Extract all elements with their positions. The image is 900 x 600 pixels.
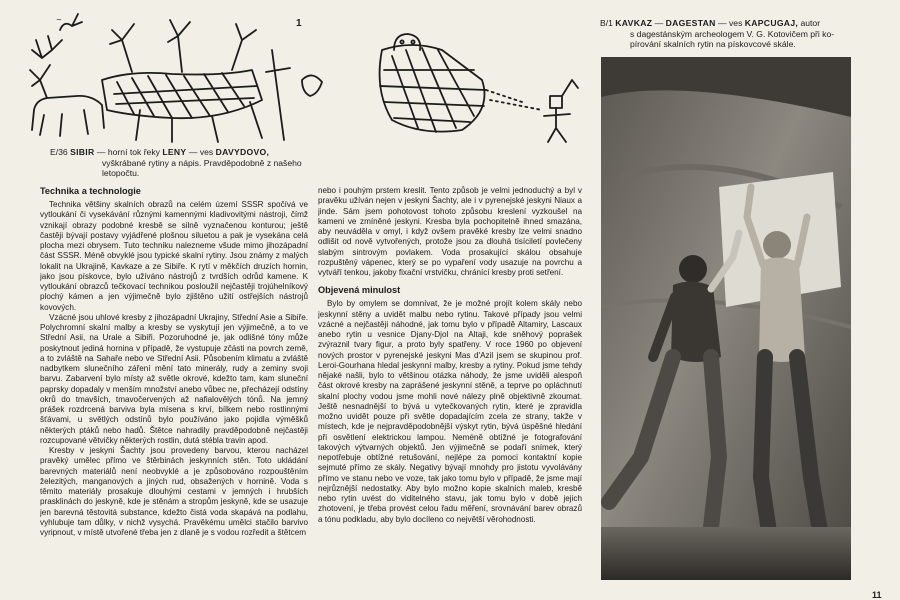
svg-text:~: ~	[56, 16, 62, 24]
caption-right-line2: s dagestánským archeologem V. G. Kotovičem při ko-	[630, 28, 835, 39]
caption-right-dash2: — ves	[718, 18, 743, 28]
caption-right-dash1: —	[654, 18, 664, 28]
caption-left-line3: letopočtu.	[102, 168, 140, 179]
caption-left-code: E/36	[50, 147, 68, 157]
text-column-1	[40, 186, 308, 598]
archaeologists-photo	[601, 57, 851, 580]
column1-paragraph-3: Kresby v jeskyni Šachty jsou provedeny barvou, kterou nacházel pravěký umělec přímo ve štěrbinách jeskynních stěn. Toto ukládání barevných materiálů není neobvyklé a je způsobováno rozpouštěním železitých, manganových a jiných rud, obsažených v hornině. Voda s těmito materiály prosakuje dlouhými cestami v jemných i hrubších prasklinách do jeskyně, kde je stěnám a stropům jeskyně, kde se usazuje jen barevná těstovitá substance, kdežto čistá voda skapává na podlahu, vyhlubuje tam důlky, v nichž vysychá. Pravěkému umělci stačilo barvivo vyripnout, v místě utvořené třeba jen z dlaně je s vodou rozředit a štětcem	[40, 446, 308, 537]
page-number: 11	[872, 590, 882, 600]
column1-paragraph-1: Technika většiny skalních obrazů na celém území SSSR spočívá ve vytloukání či vysekávání různými kamennými kladivovitými nástroji, čímž vznikají obrazy podobné kresbě se silně vyznačenou konturou; ještě častěji bývají postavy vyjádřené plošnou siluetou a pak je vysekána celá plocha mezi obrysem. Tuto techniku nalezneme všude mimo jihozápadní část SSSR. Méně obvyklé jsou typické skalní rytiny. Jsou známy z malých lokalit na Ukrajině, Kavkaze a ze Sibiře. K rytí v měkčích druzích hornin, jako jsou pískovce, bylo užíváno nástrojů z tvrdších odrůd kamene. K vytloukání obrazců tečkovací technikou posloužil nejčastěji trojúhelníkový plochý kámen a jen výjimečně bylo zjištěno užití ostřejších nástrojů kovových.	[40, 200, 308, 312]
caption-right-region: DAGESTAN	[665, 18, 716, 28]
petroglyph-drawing-icon	[22, 10, 582, 148]
column1-paragraph-2: Vzácné jsou uhlové kresby z jihozápadní Ukrajiny, Střední Asie a Sibiře. Polychromní skalní malby a kresby se vyskytují jen výjimečně, a to ve Střední Asii, na Urale a Sibiři. Pozoruhodné je, jak odlišné tóny může poskytnout jediná hornina v případě, že vystupuje zčásti na povrch země, a to zvláště na Sahaře nebo ve Střední Asii. Působením klimatu a zvláště nadbytkem slunečního záření mění tato minerály, rudy a zeminy svoji barvu. Zabarvení bylo místy až světle okrové, kdežto tam, kam sluneční paprsky dopadaly v menším množství anebo vůbec ne, přecházejí odstíny okrů do tmavších, tmavočervených až nafialovělých tónů. Na jemný prášek rozdrcená barviva byla mísena s krví, bílkem nebo rostlinnými šťávami, u světlých odstínů bylo používáno jako pojidla výměšků některých ptáků nebo hadů. Štětce nahradily pravděpodobně nejčastěji rozcupované větvičky některých rostlin, dutá stébla travin apod.	[40, 312, 308, 445]
caption-right-code: B/1	[600, 18, 613, 28]
caption-left-title: SIBIR	[70, 147, 95, 157]
caption-right-title: KAVKAZ	[615, 18, 653, 28]
caption-left-village: DAVYDOVO,	[215, 147, 270, 157]
caption-right-line3: pírování skalních rytin na pískovcové skále.	[630, 39, 796, 50]
caption-right-village: KAPCUGAJ,	[744, 18, 799, 28]
caption-left-river: LENY	[162, 147, 187, 157]
section-heading-discovered-past: Objevená minulost	[318, 285, 401, 296]
caption-left-line2: vyškrábané rytiny a nápis. Pravděpodobně z našeho	[102, 157, 302, 168]
plate-number: 1	[296, 18, 302, 29]
caption-left-dash2: — ves	[188, 147, 214, 157]
caption-right-rest1: autor	[800, 18, 821, 28]
text-column-2	[318, 186, 582, 598]
caption-left-dash1: — horní tok řeky	[96, 147, 160, 157]
caption-left	[50, 147, 340, 179]
column2-paragraph-2: Bylo by omylem se domnívat, že je možné projít kolem skály nebo jeskynní stěny a uvidět malbu nebo rytinu. Takové případy jsou velmi vzácné a nejčastěji náhodné, jak tomu bylo v případě Altamiry, Lascaux anebo rytin u vesnice Djany-Djol na Altaji, kde sněhový poprašek zvýraznil tvary figur, a proto byly spatřeny. V roce 1960 po objevení nových prostor v pyrenejské jeskyni Mas d'Azil jsem se skupinou prof. Leroi-Gourhana hledal jeskynní malby, kresby a rytiny. Pokud jsme tehdy nějaké našli, bylo to většinou otázka náhody, že jsme uviděli alespoň část okrové kresby na zaprášené jeskynní stěně, a teprve po opláchnutí skalní plochy vodou jsme mohli nové nálezy plně objektivně zkoumat. Ještě nesnadnější to bývá u vytečkovaných rytin, které je zpravidla možno uvidět pouze při světle dopadajícím zcela ze strany, takže v místech, kde je nejpravděpodobnější výskyt rytin, bývá úspěšné hledání při osvětlení elektrickou lampou. Neméně obtížné je fotografování takových výtvarných objektů. Jen výjimečně se podaří snímek, který nepotřebuje obtížné retušování, nejlépe za pomoci kontaktní kopie sejmuté přímo ze skály. Negativy bývají mnohdy pro jistotu vyvolávány přímo ve stanu nebo ve voze, tak jako tomu bylo v případě, že jsme mají nejrůznější nedostatky. Aby bylo možno kopie skalních maleb, kresbě nebo rytin uvést do viditelného stavu, jak tomu bylo v době jejich zhotovení, je třeba provést celou řadu měření, srovnávání barev obrazů a tónu podkladu, aby bylo docíleno co největší věrohodnosti.	[318, 299, 582, 524]
caption-right	[600, 18, 886, 50]
section-heading-technique: Technika a technologie	[40, 186, 141, 196]
column2-paragraph-1: nebo i pouhým prstem kreslit. Tento způsob je velmi jednoduchý a byl v pravěku užíván nejen v jeskyni Šachty, ale i v pyrenejské jeskyni Niaux a jinde. Sám jsem pohotovost tohoto způsobu kreslení vyzkoušel na kameni ve zmíněné jeskyni. Kresba byla pochopitelně ihned smazána, aby neuváděla v omyl, i když ovšem pravěké kresby lze velmi snadno odlišit od nově vytvořených, protože jsou za dlouhá tisíciletí povlečeny slabým sintrovým povlakem. Voda prosakující skálou obsahuje rozpuštěný vápenec, který se po vypaření vody usazuje na povrchu a vytváří tenkou, jakoby fixační vrstvičku, chránící kresby proti setření.	[318, 186, 582, 277]
